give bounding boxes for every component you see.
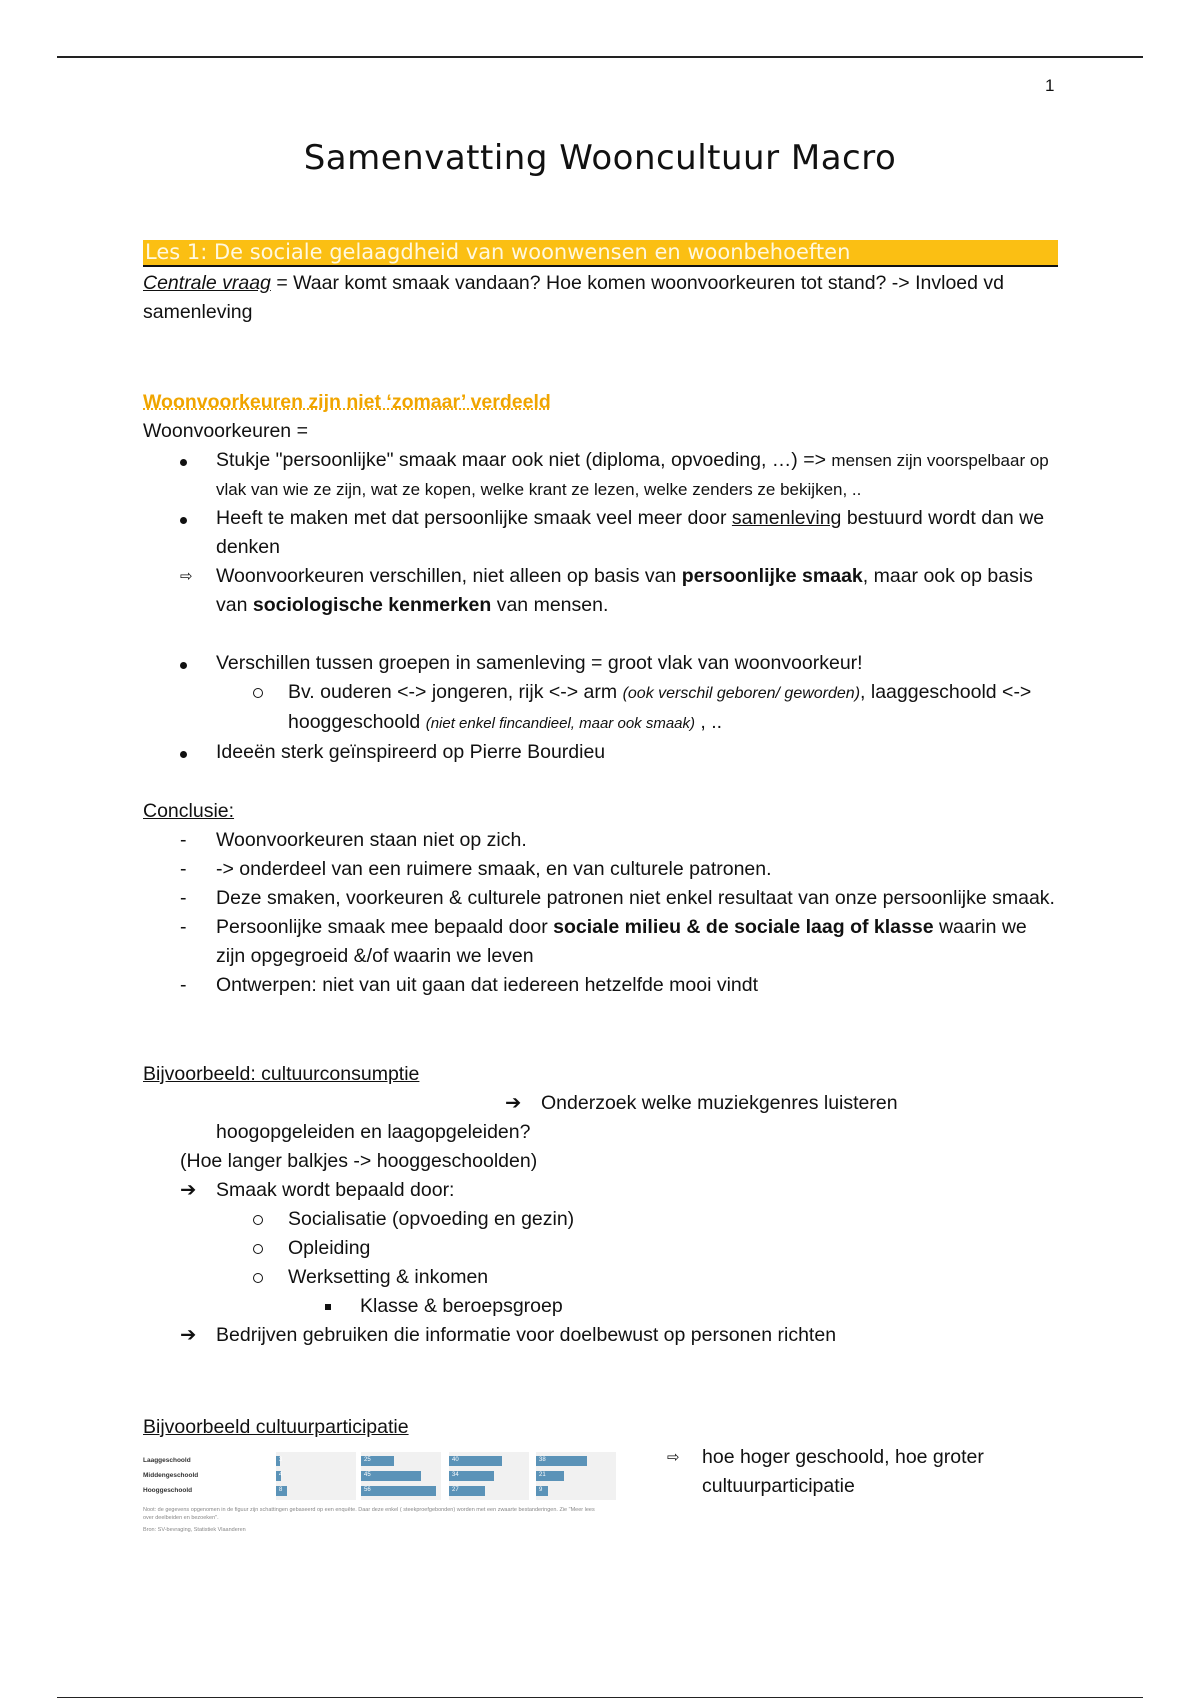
cultuurparticipatie-section (143, 1413, 1058, 1442)
central-question-label: Centrale vraag (143, 272, 271, 294)
chart-bar-value: 45 (364, 1472, 371, 1478)
list-item-text-small: mensen zijn voorspelbaar op vlak van wie ze zijn, wat ze kopen, welke krant ze lezen, welke zenders ze bekijken, .. (216, 451, 1049, 499)
list-item-text: Smaak wordt bepaald door: (216, 1179, 455, 1201)
chart-bar (449, 1471, 494, 1481)
chart-bar-value: 8 (279, 1487, 283, 1493)
chart-bar-value: 34 (452, 1472, 459, 1478)
list-item-text: Socialisatie (opvoeding en gezin) (288, 1208, 575, 1230)
list-item-text: Woonvoorkeuren staan niet op zich. (216, 829, 527, 851)
conclusie-heading: Conclusie: (143, 800, 235, 822)
list-item-text: Werksetting & inkomen (288, 1266, 489, 1288)
cultuurparticipatie-heading: Bijvoorbeeld cultuurparticipatie (143, 1416, 409, 1438)
list-item-text: Ideeën sterk geïnspireerd op Pierre Bourdieu (216, 741, 606, 763)
list-item-text: , laaggeschoold <-> hooggeschoold (288, 681, 1032, 733)
chart-bar-value: 38 (539, 1457, 546, 1463)
chart-bar (276, 1456, 283, 1466)
list-item (143, 826, 1058, 855)
chart-source-credit: Bron: SV-bevraging, Statistiek Vlaanderen (143, 1527, 246, 1533)
chart-bar (536, 1486, 548, 1496)
list-item-text: -> onderdeel van een ruimere smaak, en van culturele patronen. (216, 858, 772, 880)
list-item-text: Woonvoorkeuren verschillen, niet alleen op basis van (216, 565, 682, 587)
list-item (143, 446, 1058, 504)
list-item (143, 913, 1058, 971)
central-question-text: = Waar komt smaak vandaan? Hoe komen woonvoorkeuren tot stand? -> Invloed vd samenleving (143, 272, 1005, 323)
section-1 (143, 240, 1058, 327)
arrow-right-icon: ➔ (180, 1179, 197, 1201)
arrow-line-text: Onderzoek welke muziekgenres luisteren (541, 1092, 898, 1114)
dash-icon: - (180, 887, 187, 909)
chart-bar-value: 21 (539, 1472, 546, 1478)
document-title: Samenvatting Wooncultuur Macro (303, 138, 897, 178)
arrow-line-continuation: hoogopgeleiden en laagopgeleiden? (216, 1121, 531, 1143)
chart-bar-value: 3 (279, 1457, 283, 1463)
list-item (143, 738, 1058, 767)
list-item-text: , .. (695, 711, 723, 733)
chart-bar-value: 4 (279, 1472, 283, 1478)
bullet-icon (180, 662, 187, 669)
list-item (143, 1321, 1058, 1350)
list-item-text: Stukje "persoonlijke" smaak maar ook niet (diploma, opvoeding, …) => (216, 449, 832, 471)
list-item-text: van mensen. (491, 594, 609, 616)
footer-rule (57, 1697, 1143, 1698)
bullet-icon (180, 517, 187, 524)
chart-bar (449, 1486, 485, 1496)
list-item-text: , maar ook op basis van (216, 565, 1033, 616)
woonvoorkeuren-intro: Woonvoorkeuren = (143, 420, 308, 442)
list-subsubitem (143, 1292, 1058, 1321)
circle-bullet-icon (253, 688, 263, 698)
arrow-line (143, 1089, 1058, 1118)
woonvoorkeuren-heading: Woonvoorkeuren zijn niet ‘zomaar’ verdeeld (143, 391, 551, 413)
chart-bar-value: 9 (539, 1487, 543, 1493)
arrow-right-icon: ➔ (180, 1324, 197, 1346)
chart-bar-value: 27 (452, 1487, 459, 1493)
list-item (143, 855, 1058, 884)
dash-icon: - (180, 829, 187, 851)
hollow-arrow-icon: ⇨ (667, 1449, 680, 1466)
list-subitem (143, 1205, 1058, 1234)
chart-bar (449, 1456, 502, 1466)
square-bullet-icon (325, 1304, 331, 1310)
list-item-text: Deze smaken, voorkeuren & culturele patronen niet enkel resultaat van onze persoonlijke smaak. (216, 887, 1055, 909)
chart-bar (361, 1456, 394, 1466)
chart-bar (536, 1471, 564, 1481)
chart-bar-value: 40 (452, 1457, 459, 1463)
list-item-text: bestuurd wordt dan we denken (216, 507, 1045, 558)
section-banner: Les 1: De sociale gelaagdheid van woonwensen en woonbehoeften (143, 240, 1058, 267)
list-item-italic: (niet enkel fincandieel, maar ook smaak) (425, 715, 695, 732)
chart-category-label: Laaggeschoold (143, 1457, 191, 1464)
cultuurconsumptie-heading: Bijvoorbeeld: cultuurconsumptie (143, 1063, 420, 1085)
list-item-bold: persoonlijke smaak (681, 565, 863, 587)
list-item-text: Bedrijven gebruiken die informatie voor doelbewust op personen richten (216, 1324, 837, 1346)
list-subitem (143, 1263, 1058, 1292)
woonvoorkeuren-section (143, 388, 1058, 767)
header-rule (57, 56, 1143, 58)
conclusie-section (143, 797, 1058, 1000)
arrow-right-icon: ➔ (505, 1092, 522, 1114)
chart-source-note: Noot: de gegevens opgenomen in de figuur zijn schattingen gebaseerd op een enquête. Daar deze enkel ( steekproefgebonden) worden met een zwaarte bestanderingen. Zie "Meer lees over deelbeiden en bezoeken". (143, 1507, 595, 1521)
side-note-text: hoe hoger geschoold, hoe groter cultuurparticipatie (702, 1446, 984, 1497)
chart-bar-value: 56 (364, 1487, 371, 1493)
chart-bar (276, 1486, 287, 1496)
participation-chart (143, 1444, 613, 1544)
list-item-text: Persoonlijke smaak mee bepaald door (216, 916, 554, 938)
list-item-bold: sociale milieu & de sociale laag of klasse (553, 916, 934, 938)
list-subitem (143, 1234, 1058, 1263)
cultuurconsumptie-section (143, 1060, 1058, 1350)
circle-bullet-icon (253, 1273, 263, 1283)
bullet-icon (180, 751, 187, 758)
list-item (143, 884, 1058, 913)
list-item-text: Bv. ouderen <-> jongeren, rijk <-> arm (288, 681, 623, 703)
list-item-text: Verschillen tussen groepen in samenleving = groot vlak van woonvoorkeur! (216, 652, 863, 674)
side-note (660, 1443, 1060, 1501)
bullet-icon (180, 459, 187, 466)
chart-category-label: Middengeschoold (143, 1472, 199, 1479)
list-item-text: waarin we zijn opgegroeid &/of waarin we leven (216, 916, 1027, 967)
list-item-bold: sociologische kenmerken (252, 594, 492, 616)
list-item-text: Ontwerpen: niet van uit gaan dat iedereen hetzelfde mooi vindt (216, 974, 759, 996)
central-question (143, 269, 1058, 327)
parenthetical-note: (Hoe langer balkjes -> hooggeschoolden) (180, 1150, 538, 1172)
list-item-text: Opleiding (288, 1237, 371, 1259)
list-subitem (143, 678, 1058, 738)
chart-bar-value: 25 (364, 1457, 371, 1463)
chart-bar (536, 1456, 587, 1466)
chart-bar (361, 1471, 421, 1481)
dash-icon: - (180, 858, 187, 880)
list-item (143, 504, 1058, 562)
list-item (143, 1176, 1058, 1205)
chart-column-background (276, 1452, 356, 1500)
page-number: 1 (1045, 76, 1055, 95)
list-item-text: Klasse & beroepsgroep (360, 1295, 563, 1317)
list-item (143, 971, 1058, 1000)
list-item-underlined: samenleving (731, 507, 842, 529)
chart-category-label: Hooggeschoold (143, 1487, 193, 1494)
list-item (143, 562, 1058, 620)
hollow-arrow-icon: ⇨ (180, 568, 193, 585)
dash-icon: - (180, 974, 187, 996)
list-item-text: Heeft te maken met dat persoonlijke smaak veel meer door (216, 507, 732, 529)
circle-bullet-icon (253, 1244, 263, 1254)
chart-bar (361, 1486, 436, 1496)
list-item (143, 649, 1058, 678)
chart-bar (276, 1471, 281, 1481)
circle-bullet-icon (253, 1215, 263, 1225)
dash-icon: - (180, 916, 187, 938)
list-item-italic: (ook verschil geboren/ geworden) (622, 685, 861, 702)
